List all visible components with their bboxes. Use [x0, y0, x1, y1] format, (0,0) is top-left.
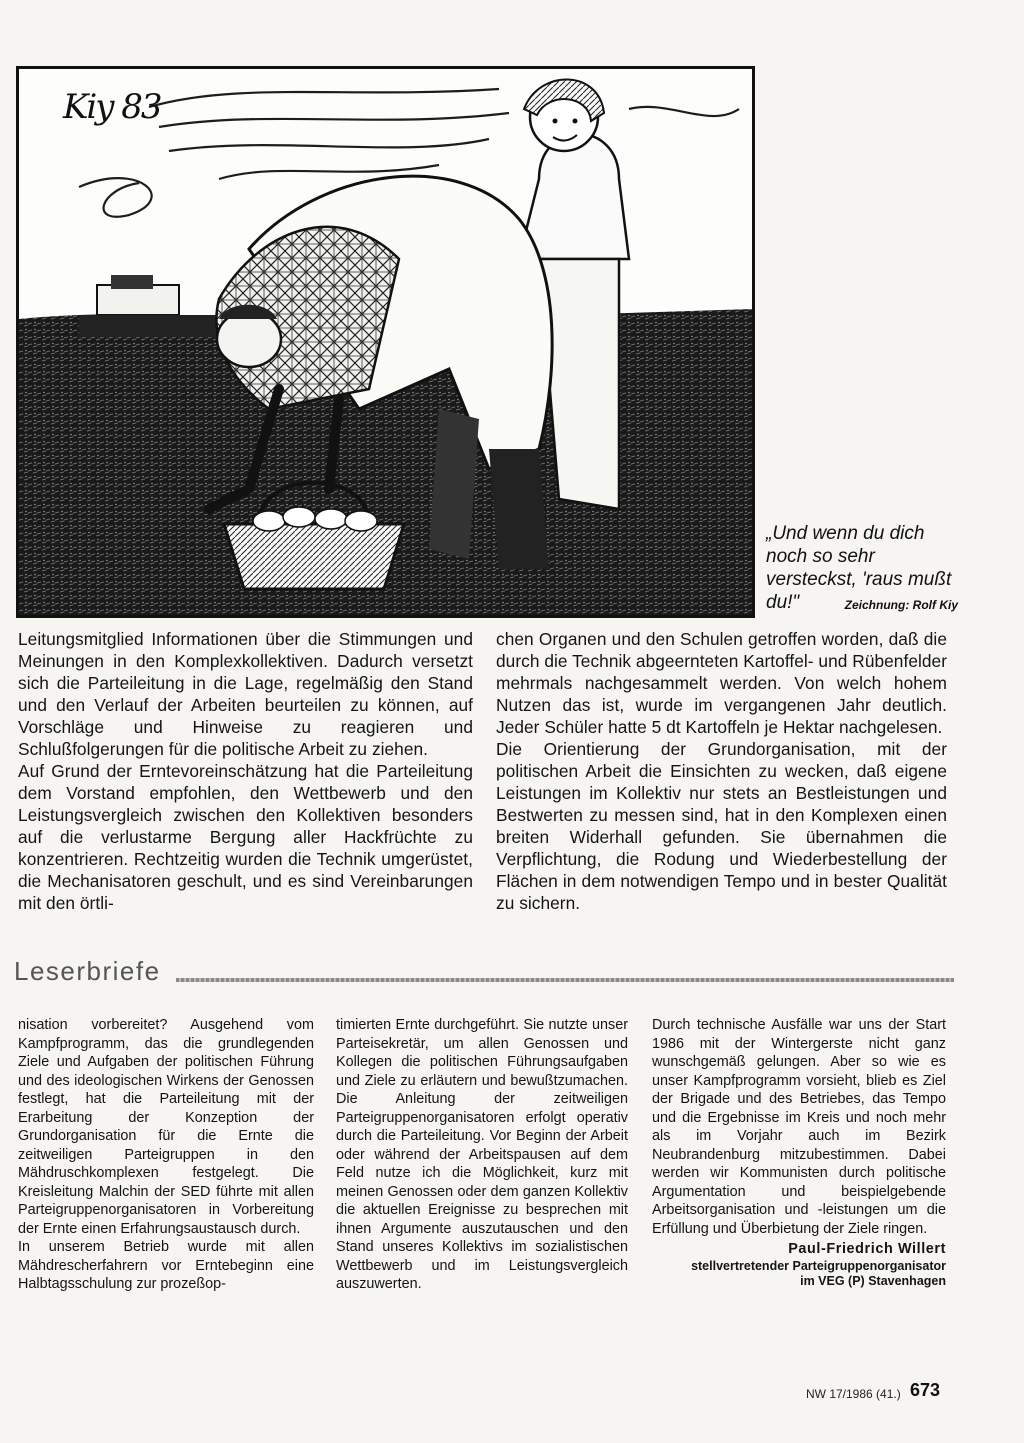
- article-column-right: [496, 628, 947, 914]
- cartoon-drawing: [19, 69, 752, 615]
- article-paragraph: chen Organen und den Schulen getroffen worden, daß die durch die Technik abgeernteten Kartoffel- und Rübenfelder mehrmals nachgesammelt werden. Von welch hohem Nutzen das ist, wurde im vergangenen Jahr deutlich. Jeder Schüler hatte 5 dt Kartoffeln je Hektar nachgelesen.: [496, 629, 947, 737]
- article-paragraph: Leitungsmitglied Informationen über die Stimmungen und Meinungen in den Komplexkollektiven. Dadurch versetzt sich die Parteileitung in die Lage, regelmäßig den Stand und den Verlauf der Arbeiten beurteilen zu können, auf Vorschläge und Hinweise zu reagieren und Schlußfolgerungen für die politische Arbeit zu ziehen.: [18, 629, 473, 759]
- issue-reference: NW 17/1986 (41.): [806, 1387, 901, 1401]
- harvester: [79, 275, 219, 337]
- section-rule: [176, 978, 954, 982]
- artist-signature: Kiy 83: [63, 87, 161, 127]
- letter-column-2: [336, 1016, 628, 1294]
- caption-text: „Und wenn du dich noch so sehr versteckst, 'raus mußt du!": [766, 523, 952, 613]
- article-paragraph: Auf Grund der Erntevoreinschätzung hat die Parteileitung dem Vorstand empfohlen, den Wettbewerb und den Leistungsvergleich zwischen den Kollektiven besonders auf die verlustarme Bergung aller Hackfrüchte zu konzentrieren. Rechtzeitig wurden die Technik umgerüstet, die Mechanisatoren geschult, und es sind Vereinbarungen mit den örtli-: [18, 761, 473, 913]
- letter-paragraph: timierten Ernte durchgeführt. Sie nutzte unser Parteisekretär, um allen Genossen und Kollegen die politischen Führungsaufgaben und Ziele zu erläutern und bewußtzumachen. Die Anleitung der zeitweiligen Parteigruppenorganisatoren erfolgt operativ durch die Parteileitung. Vor Beginn der Arbeit oder während der Arbeitspausen auf dem Feld nutze ich die Möglichkeit, kurz mit meinen Genossen oder dem ganzen Kollektiv die aktuellen Ereignisse zu besprechen mit ihnen Argumente auszutauschen und den Stand unseres Kollektivs im sozialistischen Wettbewerb und im Leistungsvergleich auszuwerten.: [336, 1017, 628, 1292]
- letter-column-3: [652, 1016, 946, 1289]
- article-paragraph: Die Orientierung der Grundorganisation, mit der politischen Arbeit die Einsichten zu wecken, daß eigene Leistungen im Kollektiv nur stets an Bestleistungen und Bestwerten zu messen sind, hat in den Komplexen einen breiten Widerhall gefunden. Sie übernahmen die Verpflichtung, die Rodung und Wiederbestellung der Flächen in dem notwendigen Tempo und in bester Qualität zu sichern.: [496, 739, 947, 913]
- letter-paragraph: Durch technische Ausfälle war uns der Start 1986 mit der Wintergerste nicht ganz wunschgemäß gelungen. Aber so wie es unser Kampfprogramm vorsieht, blieb es Ziel der Brigade und des Betriebes, das Tempo und die Ergebnisse im Kreis und noch mehr als im Vorjahr auch im Bezirk Neubrandenburg mitzubestimmen. Dabei werden wir Kommunisten durch politische Argumentation und beispielgebende Arbeitsorganisation und -leistungen um die Erfüllung und Überbietung der Ziele ringen.: [652, 1017, 946, 1237]
- author-role: stellvertretender Parteigruppenorganisator: [691, 1258, 946, 1273]
- letter-author: Paul-Friedrich Willert: [788, 1241, 946, 1257]
- letter-paragraph: nisation vorbereitet? Ausgehend vom Kampfprogramm, das die grundlegenden Ziele und Aufgaben der politischen Führung und des ideologischen Wirkens der Genossen festlegt, hat die Parteileitung mit der Erarbeitung der Konzeption der Grundorganisation für die Ernte die zeitweiligen Parteigruppen in den Mähdruschkomplexen festgelegt. Die Kreisleitung Malchin der SED führte mit allen Parteigruppenorganisatoren in Vorbereitung der Ernte einen Erfahrungsaustausch durch.: [18, 1017, 314, 1237]
- letter-paragraph: In unserem Betrieb wurde mit allen Mähdrescherfahrern vor Erntebeginn eine Halbtagsschulung zur prozeßop-: [18, 1239, 314, 1292]
- illustration-credit: Zeichnung: Rolf Kiy: [844, 598, 958, 612]
- letter-column-1: [18, 1016, 314, 1294]
- section-title: Leserbriefe: [14, 956, 161, 986]
- cartoon-illustration: [16, 66, 755, 618]
- section-header: [14, 956, 954, 996]
- author-affiliation: im VEG (P) Stavenhagen: [800, 1273, 946, 1288]
- article-column-left: [18, 628, 473, 914]
- page-number: 673: [910, 1380, 941, 1400]
